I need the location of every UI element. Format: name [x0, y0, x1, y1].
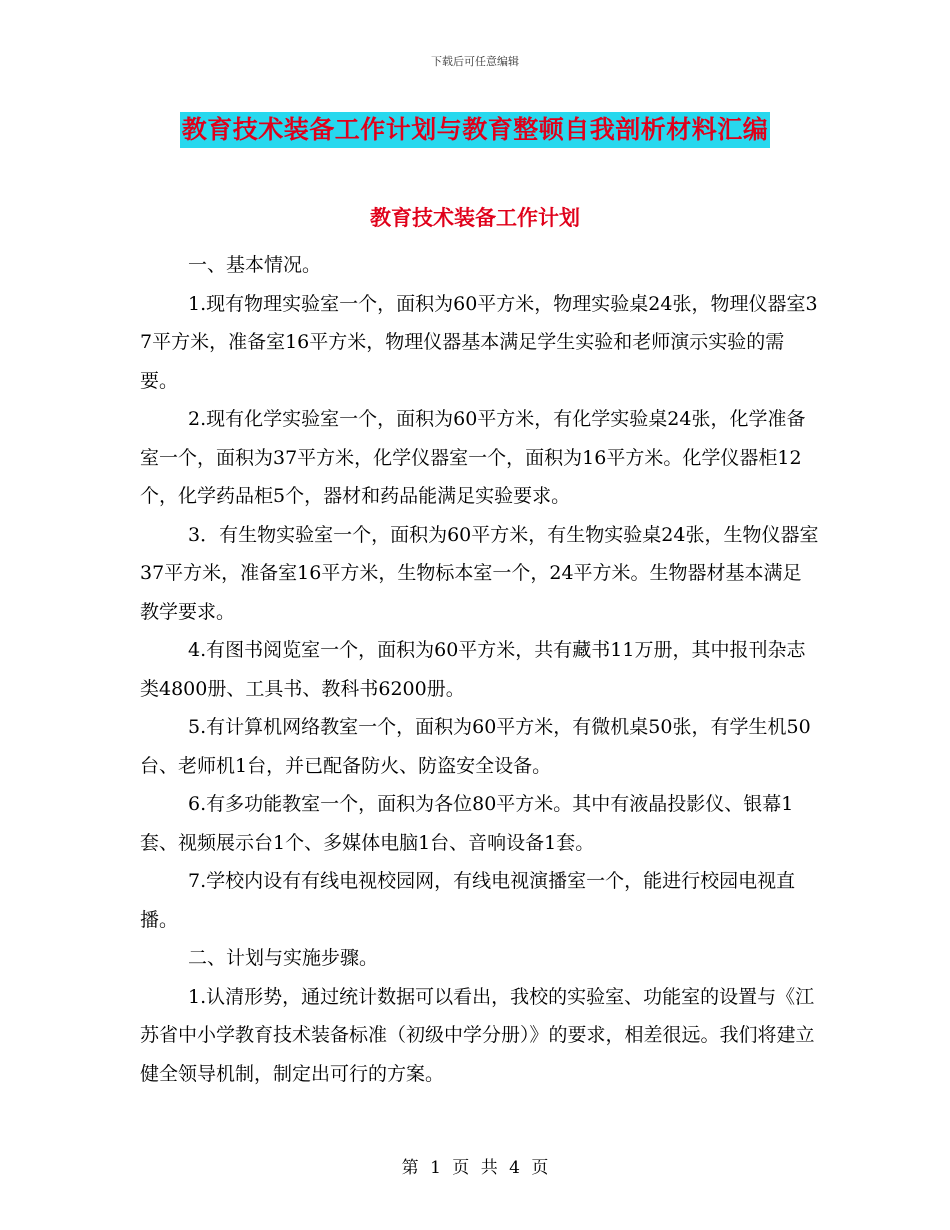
- paragraph-library: 4.有图书阅览室一个，面积为60平方米，共有藏书11万册，其中报刊杂志类4800册、工具书、教科书6200册。: [140, 639, 806, 700]
- main-title-wrap: [0, 112, 950, 148]
- paragraph-campus-tv: 7.学校内设有有线电视校园网，有线电视演播室一个，能进行校园电视直播。: [140, 870, 796, 931]
- section-title: 教育技术装备工作计划: [370, 205, 580, 230]
- paragraph-multimedia-room: 6.有多功能教室一个，面积为各位80平方米。其中有液晶投影仪、银幕1套、视频展示台1个、多媒体电脑1台、音响设备1套。: [140, 793, 794, 854]
- page-footer: 第 1 页 共 4 页: [401, 1158, 549, 1178]
- header-note: 下载后可任意编辑: [431, 55, 519, 68]
- body-text: [140, 246, 820, 1093]
- paragraph-chemistry-lab: 2.现有化学实验室一个，面积为60平方米，有化学实验桌24张，化学准备室一个，面积为37平方米，化学仪器室一个，面积为16平方米。化学仪器柜12个，化学药品柜5个，器材和药品能满足实验要求。: [140, 408, 806, 507]
- paragraph-heading-plan: 二、计划与实施步骤。: [188, 947, 379, 969]
- main-title: 教育技术装备工作计划与教育整顿自我剖析材料汇编: [180, 112, 771, 148]
- paragraph-biology-lab: 3．有生物实验室一个，面积为60平方米，有生物实验桌24张，生物仪器室37平方米，准备室16平方米，生物标本室一个，24平方米。生物器材基本满足教学要求。: [140, 523, 819, 623]
- paragraph-physics-lab: 1.现有物理实验室一个，面积为60平方米，物理实验桌24张，物理仪器室37平方米，准备室16平方米，物理仪器基本满足学生实验和老师演示实验的需要。: [140, 292, 818, 392]
- paragraph-plan-step-1: 1.认清形势，通过统计数据可以看出，我校的实验室、功能室的设置与《江苏省中小学教育技术装备标准（初级中学分册）》的要求，相差很远。我们将建立健全领导机制，制定出可行的方案。: [140, 985, 815, 1085]
- paragraph-heading-basic: 一、基本情况。: [188, 254, 322, 276]
- paragraph-computer-lab: 5.有计算机网络教室一个，面积为60平方米，有微机桌50张，有学生机50台、老师机1台，并已配备防火、防盗安全设备。: [140, 716, 811, 777]
